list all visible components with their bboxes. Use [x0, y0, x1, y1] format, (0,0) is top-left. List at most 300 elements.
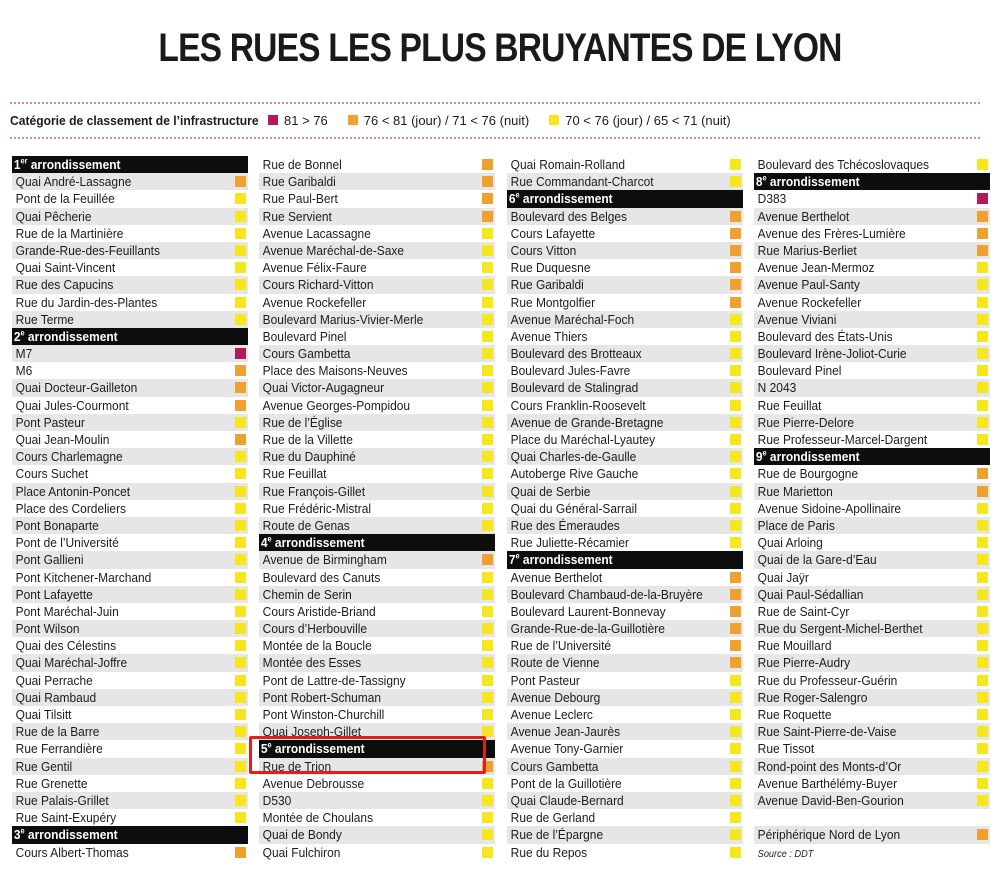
- street-row: [12, 586, 248, 603]
- noise-category-marker: [977, 589, 988, 600]
- street-name: Avenue Tony-Garnier: [510, 741, 624, 757]
- noise-category-marker: [730, 434, 741, 445]
- page-title: LES RUES LES PLUS BRUYANTES DE LYON: [158, 26, 842, 70]
- street-row: [12, 397, 248, 414]
- street-name: Quai Jules-Courmont: [15, 397, 129, 413]
- street-name: Rue du Jardin-des-Plantes: [15, 294, 158, 310]
- noise-category-marker: [977, 279, 988, 290]
- noise-category-marker: [235, 468, 246, 479]
- street-name: Rue de la Martinière: [15, 225, 124, 241]
- noise-category-marker: [977, 709, 988, 720]
- street-row: [507, 345, 743, 362]
- street-row: [507, 362, 743, 379]
- street-row: [259, 517, 495, 534]
- street-row: [754, 517, 990, 534]
- noise-category-marker: [730, 228, 741, 239]
- street-name: Avenue David-Ben-Gourion: [757, 792, 904, 808]
- noise-category-marker: [977, 211, 988, 222]
- street-name: Avenue Barthélémy-Buyer: [757, 775, 898, 791]
- street-name: Cours Charlemagne: [15, 449, 123, 465]
- street-row: [12, 345, 248, 362]
- street-row: [12, 569, 248, 586]
- legend-swatch-orange: [348, 115, 358, 125]
- noise-category-marker: [730, 348, 741, 359]
- street-row: [507, 689, 743, 706]
- street-row: [754, 483, 990, 500]
- street-name: Quai Maréchal-Joffre: [15, 655, 128, 671]
- noise-category-marker: [482, 829, 493, 840]
- noise-category-marker: [977, 159, 988, 170]
- street-name: Avenue Georges-Pompidou: [262, 397, 411, 413]
- street-row: [754, 637, 990, 654]
- noise-category-marker: [977, 503, 988, 514]
- noise-category-marker: [730, 589, 741, 600]
- street-name: Avenue Jean-Mermoz: [757, 260, 875, 276]
- street-name: Pont Maréchal-Juin: [15, 603, 119, 619]
- street-name: Rue Professeur-Marcel-Dargent: [757, 432, 928, 447]
- street-name: Quai Paul-Sédallian: [757, 586, 864, 602]
- street-row: [754, 465, 990, 482]
- street-row: [507, 637, 743, 654]
- street-row: [507, 294, 743, 311]
- street-row: [12, 173, 248, 190]
- street-name: Rue Commandant-Charcot: [510, 174, 654, 190]
- street-row: [754, 362, 990, 379]
- street-row: [259, 637, 495, 654]
- street-row: [12, 362, 248, 379]
- street-name: Rue Grenette: [15, 775, 88, 791]
- noise-category-marker: [730, 795, 741, 806]
- street-name: Rue de l’Épargne: [510, 827, 604, 843]
- noise-category-marker: [730, 400, 741, 411]
- noise-category-marker: [235, 847, 246, 858]
- street-row: [507, 276, 743, 293]
- street-name: Avenue Thiers: [510, 328, 588, 344]
- street-name: Cours Franklin-Roosevelt: [510, 397, 646, 413]
- noise-category-marker: [730, 262, 741, 273]
- street-row: [12, 294, 248, 311]
- street-row: [754, 190, 990, 207]
- noise-category-marker: [235, 228, 246, 239]
- noise-category-marker: [482, 159, 493, 170]
- street-name: Quai Joseph-Gillet: [262, 724, 362, 740]
- noise-category-marker: [482, 228, 493, 239]
- street-name: Rue de la Barre: [15, 724, 100, 740]
- noise-category-marker: [235, 211, 246, 222]
- street-row: [259, 603, 495, 620]
- arrondissement-header: [12, 826, 248, 843]
- street-column-3: [507, 156, 743, 861]
- street-row: [259, 259, 495, 276]
- street-name: Avenue Debrousse: [262, 775, 365, 791]
- street-name: Grande-Rue-de-la-Guillotière: [510, 621, 665, 637]
- street-name: Cours d’Herbouville: [262, 621, 368, 637]
- noise-category-marker: [482, 795, 493, 806]
- street-row: [754, 431, 990, 448]
- street-name: Rue Garibaldi: [510, 277, 584, 293]
- noise-category-marker: [482, 417, 493, 428]
- street-row: [754, 672, 990, 689]
- street-row: [12, 792, 248, 809]
- arrondissement-title: 8e arrondissement: [755, 173, 860, 190]
- street-name: Quai du Général-Sarrail: [510, 500, 637, 516]
- noise-category-marker: [482, 262, 493, 273]
- street-name: Avenue de Grande-Bretagne: [510, 414, 664, 430]
- street-name: Avenue Debourg: [510, 689, 601, 705]
- noise-category-marker: [977, 417, 988, 428]
- noise-category-marker: [235, 193, 246, 204]
- street-name: Avenue Paul-Santy: [757, 277, 860, 293]
- street-row: [12, 844, 248, 861]
- street-name: Cours Suchet: [15, 466, 89, 482]
- noise-category-marker: [977, 193, 988, 204]
- noise-category-marker: [977, 726, 988, 737]
- street-row: [12, 225, 248, 242]
- street-row: [12, 809, 248, 826]
- noise-category-marker: [235, 434, 246, 445]
- street-row: [507, 225, 743, 242]
- street-row: [754, 758, 990, 775]
- noise-category-marker: [730, 382, 741, 393]
- noise-category-marker: [482, 245, 493, 256]
- street-name: Rue Feuillat: [757, 397, 822, 413]
- street-row: [12, 190, 248, 207]
- source-note: [754, 844, 990, 861]
- noise-category-marker: [235, 417, 246, 428]
- street-row: [259, 551, 495, 568]
- street-row: [12, 276, 248, 293]
- noise-category-marker: [977, 348, 988, 359]
- street-row: [12, 706, 248, 723]
- legend-swatch-red: [268, 115, 278, 125]
- noise-category-marker: [482, 778, 493, 789]
- street-name: Rue du Repos: [510, 844, 588, 860]
- street-name: Pont Bonaparte: [15, 517, 99, 533]
- street-row: [507, 517, 743, 534]
- street-name: Rue Roquette: [757, 707, 832, 722]
- street-name: Quai Romain-Rolland: [510, 157, 626, 172]
- street-row: [259, 379, 495, 396]
- arrondissement-title: 5e arrondissement: [260, 741, 365, 757]
- street-row: [259, 190, 495, 207]
- noise-category-marker: [482, 382, 493, 393]
- street-name: Place du Maréchal-Lyautey: [510, 432, 656, 447]
- street-name: Pont de l’Université: [15, 535, 119, 551]
- arrondissement-header: [12, 328, 248, 345]
- street-name: Quai Charles-de-Gaulle: [510, 449, 637, 465]
- street-name: Quai des Célestins: [15, 638, 117, 654]
- arrondissement-header: [754, 448, 990, 465]
- street-row: [754, 311, 990, 328]
- noise-category-marker: [730, 726, 741, 737]
- noise-category-marker: [730, 176, 741, 187]
- street-row: [754, 569, 990, 586]
- street-name: Avenue Jean-Jaurès: [510, 724, 621, 740]
- street-name: Rue Garibaldi: [262, 174, 336, 190]
- street-name: Quai Arloing: [757, 535, 823, 551]
- street-row: [507, 500, 743, 517]
- street-name: Périphérique Nord de Lyon: [757, 827, 901, 843]
- noise-category-marker: [235, 176, 246, 187]
- street-name: Rue de la Villette: [262, 432, 353, 447]
- noise-category-marker: [482, 486, 493, 497]
- noise-category-marker: [977, 468, 988, 479]
- noise-category-marker: [482, 451, 493, 462]
- street-row: [507, 208, 743, 225]
- legend-text-red: 81 > 76: [284, 112, 328, 128]
- street-row: [754, 551, 990, 568]
- street-row: [507, 483, 743, 500]
- noise-category-marker: [235, 503, 246, 514]
- street-row: [507, 775, 743, 792]
- noise-category-marker: [235, 623, 246, 634]
- street-name: Boulevard Laurent-Bonnevay: [510, 603, 666, 619]
- noise-category-marker: [235, 726, 246, 737]
- noise-category-marker: [977, 606, 988, 617]
- street-row: [754, 586, 990, 603]
- arrondissement-title: 9e arrondissement: [755, 448, 860, 465]
- street-name: Avenue Berthelot: [757, 208, 850, 224]
- street-name: Quai Perrache: [15, 672, 93, 688]
- street-row: [259, 654, 495, 671]
- noise-category-marker: [235, 262, 246, 273]
- street-row: [507, 328, 743, 345]
- street-name: Cours Richard-Vitton: [262, 277, 374, 293]
- noise-category-marker: [730, 279, 741, 290]
- noise-category-marker: [482, 640, 493, 651]
- source-text: Source : DDT: [757, 848, 814, 860]
- street-name: Rue Montgolfier: [510, 294, 596, 310]
- street-row: [12, 672, 248, 689]
- noise-category-marker: [235, 589, 246, 600]
- street-row: [259, 809, 495, 826]
- street-name: Pont Pasteur: [510, 672, 580, 688]
- noise-category-marker: [977, 331, 988, 342]
- noise-category-marker: [482, 400, 493, 411]
- noise-category-marker: [235, 640, 246, 651]
- legend-text-yellow: 70 < 76 (jour) / 65 < 71 (nuit): [565, 112, 731, 128]
- street-name: Rue Pierre-Delore: [757, 414, 855, 430]
- street-row: [12, 758, 248, 775]
- street-row: [12, 259, 248, 276]
- street-row: [12, 551, 248, 568]
- street-name: Rue Mouillard: [757, 638, 832, 654]
- street-name: Boulevard Pinel: [262, 328, 347, 344]
- divider-bottom: [10, 137, 980, 139]
- street-name: Avenue Leclerc: [510, 707, 593, 722]
- noise-category-marker: [977, 245, 988, 256]
- street-row: [507, 620, 743, 637]
- street-row: [507, 465, 743, 482]
- street-name: Rue des Capucins: [15, 277, 114, 293]
- street-name: Rue Pierre-Audry: [757, 655, 851, 671]
- noise-category-marker: [482, 623, 493, 634]
- street-name: Pont de Lattre-de-Tassigny: [262, 672, 406, 688]
- street-name: Cours Aristide-Briand: [262, 603, 376, 619]
- street-name: Quai André-Lassagne: [15, 174, 132, 190]
- street-name: Montée de Choulans: [262, 810, 374, 826]
- noise-category-marker: [730, 314, 741, 325]
- street-row: [507, 706, 743, 723]
- noise-category-marker: [235, 348, 246, 359]
- legend-item-red: [268, 113, 328, 128]
- street-row: [259, 500, 495, 517]
- street-row: [754, 397, 990, 414]
- street-row: [12, 603, 248, 620]
- street-row: [12, 740, 248, 757]
- street-name: Rue du Dauphiné: [262, 449, 356, 465]
- street-name: Boulevard de Stalingrad: [510, 380, 639, 396]
- noise-category-marker: [730, 331, 741, 342]
- street-name: Rue Saint-Exupéry: [15, 810, 117, 826]
- street-name: Rue Duquesne: [510, 260, 591, 276]
- street-name: Boulevard Marius-Vivier-Merle: [262, 311, 424, 327]
- street-name: Rue de Trion: [262, 758, 332, 774]
- noise-category-marker: [235, 537, 246, 548]
- street-name: Rue du Sergent-Michel-Berthet: [757, 621, 923, 637]
- legend-item-orange: [348, 113, 529, 128]
- noise-category-marker: [235, 486, 246, 497]
- street-column-4: [754, 156, 990, 861]
- noise-category-marker: [482, 193, 493, 204]
- noise-category-marker: [482, 606, 493, 617]
- street-row: [12, 775, 248, 792]
- noise-category-marker: [730, 245, 741, 256]
- noise-category-marker: [977, 778, 988, 789]
- street-name: D530: [262, 792, 292, 808]
- street-name: D383: [757, 191, 787, 207]
- street-name: Boulevard des Belges: [510, 208, 628, 224]
- noise-category-marker: [235, 554, 246, 565]
- street-row: [754, 414, 990, 431]
- street-row: [507, 826, 743, 843]
- noise-category-marker: [977, 297, 988, 308]
- noise-category-marker: [730, 847, 741, 858]
- noise-category-marker: [235, 675, 246, 686]
- street-name: Quai de Bondy: [262, 827, 342, 843]
- street-row: [507, 414, 743, 431]
- street-name: Rue Marius-Berliet: [757, 242, 857, 258]
- arrondissement-header: [259, 534, 495, 551]
- noise-category-marker: [482, 675, 493, 686]
- street-name: Boulevard Irène-Joliot-Curie: [757, 346, 907, 362]
- street-name: Avenue Rockefeller: [262, 294, 367, 310]
- street-row: [12, 379, 248, 396]
- street-name: Pont Lafayette: [15, 586, 93, 602]
- noise-category-marker: [977, 520, 988, 531]
- noise-category-marker: [235, 657, 246, 668]
- street-name: Rue de l’Église: [262, 414, 343, 430]
- noise-category-marker: [730, 468, 741, 479]
- noise-category-marker: [482, 692, 493, 703]
- street-row: [12, 620, 248, 637]
- noise-category-marker: [482, 812, 493, 823]
- street-row: [507, 809, 743, 826]
- noise-category-marker: [977, 743, 988, 754]
- divider-top: [10, 102, 980, 104]
- street-row: [507, 156, 743, 173]
- street-name: Rue Juliette-Récamier: [510, 535, 630, 551]
- street-name: Cours Lafayette: [510, 225, 596, 241]
- street-row: [507, 311, 743, 328]
- street-row: [12, 517, 248, 534]
- noise-category-marker: [482, 176, 493, 187]
- arrondissement-title: 3e arrondissement: [13, 826, 118, 843]
- street-row: [12, 431, 248, 448]
- street-name: Boulevard Pinel: [757, 363, 842, 379]
- noise-category-marker: [977, 537, 988, 548]
- street-row: [754, 775, 990, 792]
- noise-category-marker: [235, 606, 246, 617]
- street-row: [507, 431, 743, 448]
- noise-category-marker: [730, 692, 741, 703]
- street-row: [259, 208, 495, 225]
- street-name: Montée des Esses: [262, 655, 362, 671]
- arrondissement-header: [507, 190, 743, 207]
- noise-category-marker: [235, 812, 246, 823]
- street-row: [507, 844, 743, 861]
- street-row: [259, 844, 495, 861]
- noise-category-marker: [482, 572, 493, 583]
- street-name: Rue de Gerland: [510, 810, 596, 826]
- noise-category-marker: [977, 262, 988, 273]
- arrondissement-header: [507, 551, 743, 568]
- noise-category-marker: [730, 537, 741, 548]
- noise-category-marker: [235, 743, 246, 754]
- street-row: [259, 414, 495, 431]
- street-name: Pont Pasteur: [15, 414, 85, 430]
- street-name: M7: [15, 346, 33, 362]
- street-row: [259, 328, 495, 345]
- noise-category-marker: [730, 365, 741, 376]
- noise-category-marker: [235, 709, 246, 720]
- street-row: [754, 603, 990, 620]
- street-name: Rue Feuillat: [262, 466, 327, 482]
- street-name: Avenue Maréchal-de-Saxe: [262, 242, 405, 258]
- legend-swatch-yellow: [549, 115, 559, 125]
- street-name: Rue Roger-Salengro: [757, 689, 868, 705]
- street-row: [507, 654, 743, 671]
- street-row: [12, 414, 248, 431]
- street-name: Cours Gambetta: [510, 758, 599, 774]
- street-name: Boulevard des Canuts: [262, 569, 381, 585]
- noise-category-marker: [730, 675, 741, 686]
- noise-category-marker: [730, 503, 741, 514]
- noise-category-marker: [977, 675, 988, 686]
- street-row: [12, 465, 248, 482]
- street-name: Quai Rambaud: [15, 689, 97, 705]
- street-row: [754, 826, 990, 843]
- street-name: Avenue Viviani: [757, 311, 837, 327]
- spacer-row: [754, 809, 990, 826]
- street-name: Rond-point des Monts-d’Or: [757, 758, 902, 774]
- street-name: Pont Wilson: [15, 621, 80, 637]
- noise-category-marker: [730, 211, 741, 222]
- street-row: [754, 242, 990, 259]
- street-row: [754, 534, 990, 551]
- street-name: Quai de Serbie: [510, 483, 591, 499]
- street-name: Quai Saint-Vincent: [15, 260, 116, 276]
- street-name: Pont Robert-Schuman: [262, 689, 382, 705]
- street-row: [754, 379, 990, 396]
- street-name: Boulevard Jules-Favre: [510, 363, 631, 379]
- street-row: [754, 620, 990, 637]
- street-row: [259, 465, 495, 482]
- legend-item-yellow: [549, 113, 730, 128]
- noise-category-marker: [235, 520, 246, 531]
- noise-category-marker: [235, 692, 246, 703]
- street-row: [754, 208, 990, 225]
